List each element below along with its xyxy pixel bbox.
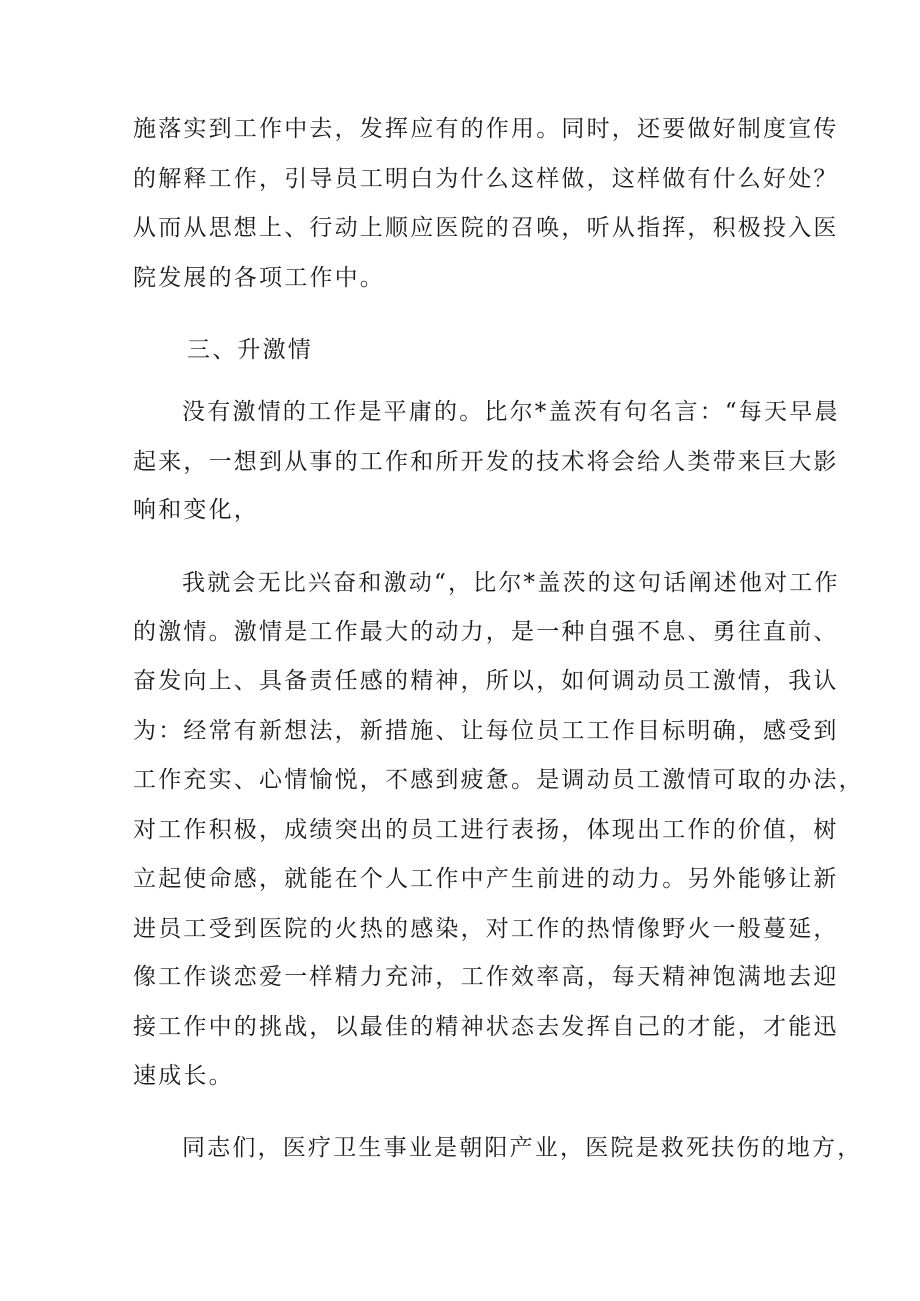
text-line: 的激情。激情是工作最大的动力，是一种自强不息、勇往直前、	[133, 619, 839, 645]
text-line: 起来，一想到从事的工作和所开发的技术将会给人类带来巨大影	[133, 449, 839, 475]
text-line: 院发展的各项工作中。	[133, 265, 385, 291]
text-line: 施落实到工作中去，发挥应有的作用。同时，还要做好制度宣传	[133, 116, 839, 142]
text-line: 像工作谈恋爱一样精力充沛，工作效率高，每天精神饱满地去迎	[133, 964, 839, 990]
text-line: 的解释工作，引导员工明白为什么这样做，这样做有什么好处？	[133, 166, 839, 192]
text-line: 对工作积极，成绩突出的员工进行表扬，体现出工作的价值，树	[133, 817, 839, 843]
text-line: 接工作中的挑战，以最佳的精神状态去发挥自己的才能，才能迅	[133, 1014, 839, 1040]
text-line: 为：经常有新想法，新措施、让每位员工工作目标明确，感受到	[133, 718, 839, 744]
text-line: 响和变化，	[133, 497, 259, 523]
text-line: 我就会无比兴奋和激动“，比尔*盖茨的这句话阐述他对工作	[182, 570, 840, 596]
section-heading: 三、升激情	[187, 337, 313, 363]
text-line: 立起使命感，就能在个人工作中产生前进的动力。另外能够让新	[133, 866, 839, 892]
text-line: 进员工受到医院的火热的感染，对工作的热情像野火一般蔓延，	[133, 916, 839, 942]
text-line: 同志们，医疗卫生事业是朝阳产业，医院是救死扶伤的地方，	[182, 1135, 863, 1161]
text-line: 奋发向上、具备责任感的精神，所以，如何调动员工激情，我认	[133, 668, 839, 694]
text-line: 工作充实、心情愉悦，不感到疲惫。是调动员工激情可取的办法，	[133, 767, 864, 793]
text-line: 从而从思想上、行动上顺应医院的召唤，听从指挥，积极投入医	[133, 215, 839, 241]
text-line: 没有激情的工作是平庸的。比尔*盖茨有句名言：“每天早晨	[182, 399, 840, 425]
text-line: 速成长。	[133, 1063, 234, 1089]
